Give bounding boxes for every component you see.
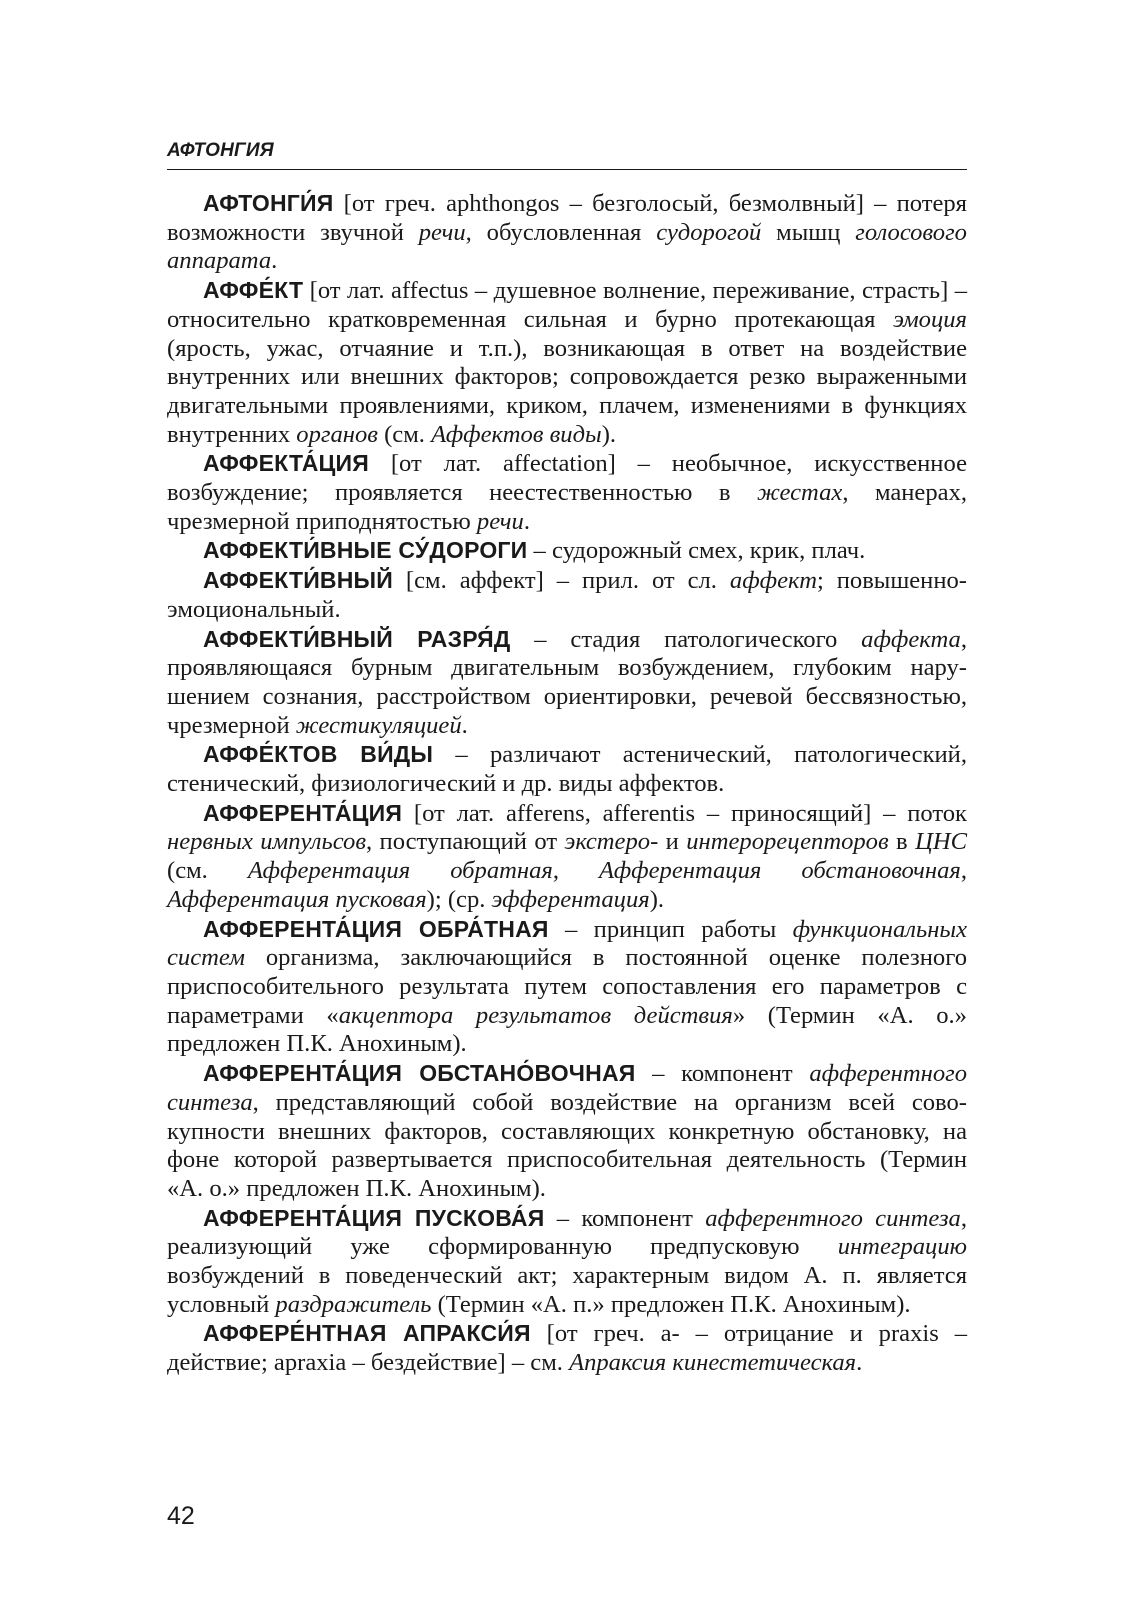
entry-text: – компонент bbox=[635, 1060, 810, 1088]
entry-text: ); (ср. bbox=[426, 885, 492, 913]
entry-text: [см. аффект] – прил. от сл. bbox=[393, 567, 730, 595]
entry-term-reference: эфферентация bbox=[491, 885, 650, 913]
entry-headword: АФФЕРЕНТА́ЦИЯ ОБРА́ТНАЯ bbox=[203, 915, 549, 942]
entry-text: . bbox=[461, 711, 468, 739]
entry-headword: АФФЕРЕНТА́ЦИЯ ПУСКОВА́Я bbox=[203, 1204, 545, 1231]
dictionary-entry bbox=[167, 1319, 967, 1377]
entry-headword: АФФЕ́КТОВ ВИ́ДЫ bbox=[203, 741, 434, 768]
entry-term-reference: афферентного синтеза bbox=[167, 1060, 968, 1116]
dictionary-entries bbox=[167, 189, 967, 1378]
entry-term-reference: ЦНС bbox=[915, 828, 967, 856]
entry-term-reference: речи bbox=[476, 507, 524, 535]
dictionary-entry bbox=[167, 915, 967, 1060]
entry-text: , обусловленная bbox=[465, 218, 657, 246]
entry-text: ). bbox=[601, 420, 617, 448]
entry-headword: АФФЕРЕНТА́ЦИЯ ОБСТАНО́ВОЧНАЯ bbox=[203, 1060, 636, 1087]
entry-text: – судорожный смех, крик, плач. bbox=[527, 537, 866, 565]
entry-term-reference: Афферентация обстановочная bbox=[599, 857, 961, 885]
entry-term-reference: интерорецепторов bbox=[686, 828, 889, 856]
entry-term-reference: жестах bbox=[757, 479, 843, 507]
entry-text: , поступающий от bbox=[366, 828, 565, 856]
entry-text: [от лат. affectation] – необычное, искусственное возбуждение; проявляется неестественностью в bbox=[167, 450, 967, 507]
entry-term-reference: судорогой bbox=[656, 218, 762, 246]
entry-text: организма, заключающийся в постоянной оценке полезного приспособительного результата путем сопоставления его параметров с параметрами « bbox=[167, 944, 967, 1029]
page-number: 42 bbox=[167, 1502, 195, 1530]
dictionary-entry bbox=[167, 449, 967, 536]
entry-term-reference: нервных импульсов bbox=[167, 828, 366, 856]
dictionary-entry bbox=[167, 536, 967, 566]
entry-term-reference: функциональных систем bbox=[167, 915, 967, 972]
entry-text: ). bbox=[649, 885, 665, 913]
entry-text: » (Термин «А. о.» предложен П.К. Анохиным). bbox=[167, 1001, 967, 1058]
dictionary-entry bbox=[167, 740, 967, 798]
entry-text: [от лат. afferens, afferentis – приносящий] – поток bbox=[402, 799, 967, 827]
entry-text: [от греч. а- – отрицание и praxis – действие; apraxia – бездействие] – см. bbox=[167, 1320, 967, 1377]
entry-term-reference: акцептора результатов действия bbox=[338, 1001, 733, 1029]
entry-text: [от греч. aphthongos – безголосый, безмолвный] – потеря возможности звучной bbox=[167, 190, 967, 246]
entry-text: – различают астенический, патологический, стенический, физиологический и др. виды аффектов. bbox=[167, 741, 967, 798]
entry-text: , bbox=[552, 857, 600, 885]
entry-text: (ярость, ужас, отчаяние и т.п.), возникающая в ответ на воздействие внутренних или внешних факторов; сопровождается резко выраженными двигательными проявлениями, криком, плачем, изменениями в функциях внутренних bbox=[167, 334, 967, 448]
entry-text: , представляющий собой воздействие на организм всей совокупности внешних факторов, составляющих конкретную обстановку, на фоне которой развертывается приспособительная деятельность (Термин «А. о.» предложен П.К. Анохиным). bbox=[167, 1088, 967, 1202]
page bbox=[167, 0, 967, 1601]
entry-term-reference: Апраксия кинестетическая bbox=[569, 1349, 857, 1377]
entry-text: и bbox=[658, 828, 687, 856]
entry-headword: АФФЕКТИ́ВНЫЙ bbox=[203, 567, 393, 594]
dictionary-entry bbox=[167, 276, 967, 449]
entry-text: , bbox=[960, 857, 968, 885]
entry-headword: АФФЕ́КТ bbox=[203, 277, 304, 304]
entry-term-reference: экстеро- bbox=[564, 828, 659, 856]
entry-term-reference: аффект bbox=[729, 567, 817, 595]
entry-text: возбуждений в поведенческий акт; характерным видом А. п. является условный bbox=[167, 1262, 967, 1318]
entry-headword: АФФЕКТИ́ВНЫЙ РАЗРЯ́Д bbox=[203, 625, 511, 652]
entry-headword: АФФЕРЕ́НТНАЯ АПРАКСИ́Я bbox=[203, 1320, 531, 1347]
entry-text: (см. bbox=[167, 857, 248, 885]
dictionary-entry bbox=[167, 189, 967, 276]
running-head: АФТОНГИЯ bbox=[167, 140, 967, 170]
entry-term-reference: афферентного синтеза bbox=[705, 1204, 961, 1232]
dictionary-entry bbox=[167, 566, 967, 624]
dictionary-entry bbox=[167, 625, 967, 741]
dictionary-entry bbox=[167, 1204, 967, 1320]
entry-term-reference: Афферентация пусковая bbox=[167, 885, 427, 913]
entry-text: – принцип работы bbox=[548, 915, 793, 943]
entry-text: ; повышенно-эмоциональный. bbox=[167, 567, 967, 623]
entry-text: в bbox=[888, 828, 916, 856]
entry-text: – стадия патологического bbox=[510, 625, 862, 653]
entry-term-reference: интеграцию bbox=[837, 1233, 967, 1261]
dictionary-entry bbox=[167, 1059, 967, 1204]
entry-term-reference: жестикуляцией bbox=[295, 711, 462, 739]
entry-text: . bbox=[271, 247, 278, 275]
entry-text: мышц bbox=[761, 218, 856, 246]
entry-term-reference: голосового аппарата bbox=[167, 218, 967, 275]
entry-term-reference: речи bbox=[418, 218, 466, 246]
entry-text: [от лат. affectus – душевное волнение, переживание, страсть] – относительно кратковременная сильная и бурно протекающая bbox=[167, 277, 967, 333]
entry-headword: АФФЕКТИ́ВНЫЕ СУ́ДОРОГИ bbox=[203, 537, 528, 564]
entry-text: . bbox=[856, 1349, 863, 1377]
entry-text: (см. bbox=[377, 420, 432, 448]
entry-term-reference: Афферентация обратная bbox=[247, 857, 553, 885]
entry-term-reference: раздражитель bbox=[275, 1290, 432, 1318]
entry-term-reference: органов bbox=[296, 420, 378, 448]
entry-headword: АФФЕРЕНТА́ЦИЯ bbox=[203, 799, 403, 826]
entry-headword: АФТОНГИ́Я bbox=[203, 190, 334, 216]
entry-text: , манерах, чрезмерной приподнятостью bbox=[167, 479, 968, 535]
dictionary-entry bbox=[167, 799, 967, 915]
entry-term-reference: Аффектов виды bbox=[431, 420, 602, 448]
entry-term-reference: эмоция bbox=[893, 305, 967, 333]
entry-text: . bbox=[523, 507, 530, 535]
entry-text: , реализующий уже сформированную предпусковую bbox=[167, 1204, 968, 1261]
entry-text: (Термин «А. п.» предложен П.К. Анохиным). bbox=[431, 1290, 911, 1318]
entry-term-reference: аффекта bbox=[861, 625, 961, 653]
entry-text: – компонент bbox=[544, 1204, 706, 1232]
entry-text: , проявляющаяся бурным двигательным возбуждением, глубоким нарушением сознания, расстройством ориентировки, речевой бессвязностью, чрезмерной bbox=[167, 625, 967, 739]
entry-headword: АФФЕКТА́ЦИЯ bbox=[203, 450, 370, 477]
